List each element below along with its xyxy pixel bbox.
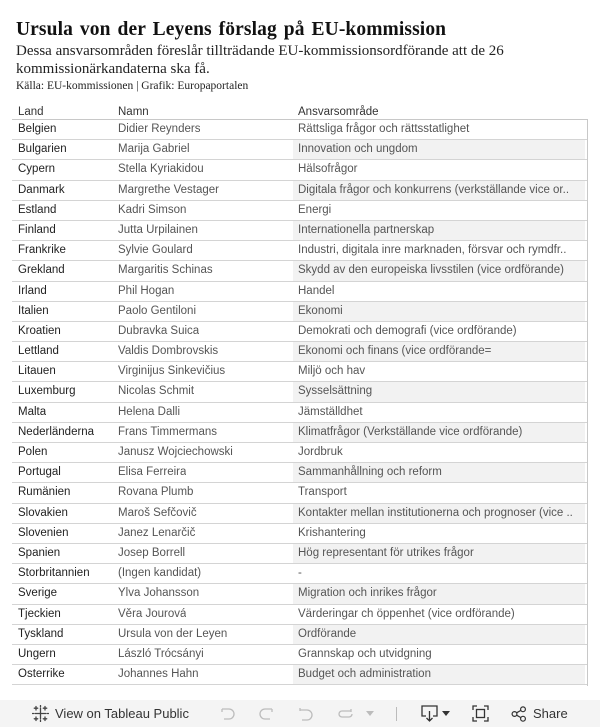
cell-land: Ungern	[18, 647, 56, 660]
download-button[interactable]	[421, 700, 450, 727]
table-row[interactable]	[12, 382, 588, 402]
column-header-namn[interactable]: Namn	[118, 106, 149, 118]
dropdown-caret-icon	[442, 711, 450, 717]
cell-namn: Marija Gabriel	[118, 143, 190, 156]
table-row[interactable]	[12, 403, 588, 423]
cell-ansvarsomrade: Demokrati och demografi (vice ordförande)	[298, 324, 517, 337]
column-header-ansvarsomrade[interactable]: Ansvarsområde	[298, 106, 379, 118]
table-row[interactable]	[12, 564, 588, 584]
cell-land: Tyskland	[18, 627, 64, 640]
table-body	[12, 119, 588, 685]
table-row[interactable]	[12, 665, 588, 685]
refresh-button[interactable]	[336, 700, 374, 727]
cell-namn: Sylvie Goulard	[118, 244, 193, 257]
cell-namn: Věra Jourová	[118, 607, 187, 620]
cell-namn: Johannes Hahn	[118, 668, 199, 681]
view-on-tableau-public-button[interactable]	[32, 700, 189, 727]
viz-header	[16, 19, 591, 93]
table-row[interactable]	[12, 201, 588, 221]
cell-land: Italien	[18, 304, 49, 317]
tableau-toolbar	[0, 700, 600, 727]
cell-ansvarsomrade: -	[298, 567, 302, 580]
cell-land: Kroatien	[18, 324, 61, 337]
cell-ansvarsomrade: Grannskap och utvidgning	[298, 647, 432, 660]
cell-namn: Stella Kyriakidou	[118, 163, 204, 176]
table-row[interactable]	[12, 140, 588, 160]
cell-ansvarsomrade: Skydd av den europeiska livsstilen (vice ordförande)	[293, 261, 585, 280]
share-icon	[511, 706, 527, 722]
table-row[interactable]	[12, 544, 588, 564]
cell-namn: Elisa Ferreira	[118, 466, 187, 479]
table-row[interactable]	[12, 362, 588, 382]
cell-land: Slovakien	[18, 506, 68, 519]
cell-ansvarsomrade: Internationella partnerskap	[293, 221, 585, 240]
fullscreen-button[interactable]	[472, 700, 489, 727]
cell-land: Portugal	[18, 466, 61, 479]
cell-ansvarsomrade: Energi	[298, 203, 332, 216]
cell-land: Spanien	[18, 546, 61, 559]
toolbar-divider	[396, 700, 397, 727]
cell-namn: Ursula von der Leyen	[118, 627, 228, 640]
cell-namn: Margaritis Schinas	[118, 264, 213, 277]
cell-ansvarsomrade: Transport	[298, 486, 347, 499]
table-row[interactable]	[12, 645, 588, 665]
cell-land: Nederländerna	[18, 425, 95, 438]
table-row[interactable]	[12, 524, 588, 544]
table-row[interactable]	[12, 483, 588, 503]
cell-land: Polen	[18, 446, 48, 458]
cell-namn: László Trócsányi	[118, 647, 204, 660]
cell-namn: Didier Reynders	[118, 123, 201, 135]
cell-ansvarsomrade: Ekonomi och finans (vice ordförande=	[293, 342, 585, 361]
revert-icon	[297, 706, 315, 722]
cell-namn: Jutta Urpilainen	[118, 223, 198, 236]
cell-land: Grekland	[18, 264, 65, 277]
cell-namn: Rovana Plumb	[118, 486, 194, 499]
cell-namn: Kadri Simson	[118, 203, 187, 216]
undo-button[interactable]	[218, 700, 236, 727]
cell-ansvarsomrade: Migration och inrikes frågor	[293, 584, 585, 603]
cell-land: Malta	[18, 405, 47, 418]
cell-land: Finland	[18, 223, 56, 236]
cell-namn: Dubravka Šuica	[118, 324, 200, 337]
cell-land: Luxemburg	[18, 385, 76, 398]
cell-namn: Janez Lenarčič	[118, 526, 196, 539]
cell-namn: Maroš Šefčovič	[118, 506, 197, 519]
table-row[interactable]	[12, 120, 588, 140]
redo-icon	[258, 706, 276, 722]
cell-ansvarsomrade: Jämställdhet	[298, 405, 363, 418]
page-subtitle: Dessa ansvarsområden föreslår tillträdande EU-kommissionsordförande att de 26 kommissionärkandaterna ska få.	[16, 43, 504, 77]
cell-ansvarsomrade: Jordbruk	[298, 446, 343, 458]
view-on-tableau-label: View on Tableau Public	[55, 706, 189, 721]
cell-ansvarsomrade: Sysselsättning	[293, 382, 585, 401]
cell-land: Rumänien	[18, 486, 71, 499]
cell-namn: Paolo Gentiloni	[118, 304, 196, 317]
cell-ansvarsomrade: Miljö och hav	[298, 365, 366, 378]
fullscreen-icon	[472, 705, 489, 722]
cell-ansvarsomrade: Industri, digitala inre marknaden, försvar och rymdfr..	[298, 244, 567, 257]
cell-land: Belgien	[18, 123, 57, 135]
cell-land: Cypern	[18, 163, 56, 176]
cell-ansvarsomrade: Kontakter mellan institutionerna och prognoser (vice ..	[293, 504, 585, 523]
commission-table	[12, 105, 588, 685]
cell-namn: Janusz Wojciechowski	[118, 446, 233, 458]
table-row[interactable]	[12, 605, 588, 625]
download-icon	[421, 705, 438, 723]
cell-land: Bulgarien	[18, 143, 67, 156]
table-row[interactable]	[12, 504, 588, 524]
cell-land: Slovenien	[18, 526, 69, 539]
cell-namn: Ylva Johansson	[118, 587, 200, 600]
table-row[interactable]	[12, 463, 588, 483]
cell-namn: Helena Dalli	[118, 405, 181, 418]
cell-ansvarsomrade: Rättsliga frågor och rättsstatlighet	[298, 123, 470, 135]
table-row[interactable]	[12, 282, 588, 302]
cell-ansvarsomrade: Budget och administration	[293, 665, 585, 684]
page-title: Ursula von der Leyens förslag på EU-kommission	[16, 19, 447, 40]
table-row[interactable]	[12, 584, 588, 604]
table-row[interactable]	[12, 423, 588, 443]
cell-ansvarsomrade: Klimatfrågor (Verkställande vice ordförande)	[293, 423, 585, 442]
table-row[interactable]	[12, 342, 588, 362]
cell-namn: (Ingen kandidat)	[118, 567, 202, 580]
table-row[interactable]	[12, 443, 588, 463]
cell-ansvarsomrade: Sammanhållning och reform	[293, 463, 585, 482]
cell-namn: Valdis Dombrovskis	[118, 345, 219, 358]
share-button[interactable]	[511, 700, 568, 727]
cell-land: Österrike	[18, 668, 65, 681]
cell-ansvarsomrade: Innovation och ungdom	[293, 140, 585, 159]
table-row[interactable]	[12, 221, 588, 241]
table-row[interactable]	[12, 322, 588, 342]
cell-ansvarsomrade: Hälsofrågor	[298, 163, 358, 176]
table-row[interactable]	[12, 241, 588, 261]
table-right-border	[587, 119, 588, 686]
tableau-logo-icon	[32, 705, 49, 722]
cell-ansvarsomrade: Hög representant för utrikes frågor	[293, 544, 585, 563]
cell-land: Irland	[18, 284, 47, 297]
cell-land: Estland	[18, 203, 57, 216]
cell-namn: Margrethe Vestager	[118, 183, 220, 196]
table-row[interactable]	[12, 181, 588, 201]
redo-button[interactable]	[258, 700, 276, 727]
cell-ansvarsomrade: Krishantering	[298, 526, 366, 539]
cell-ansvarsomrade: Digitala frågor och konkurrens (verkställande vice or..	[293, 181, 585, 200]
cell-namn: Nicolas Schmit	[118, 385, 195, 398]
cell-ansvarsomrade: Värderingar ch öppenhet (vice ordförande)	[298, 607, 515, 620]
cell-land: Sverige	[18, 587, 57, 600]
table-header	[12, 105, 588, 119]
table-row[interactable]	[12, 261, 588, 281]
refresh-icon	[336, 706, 356, 722]
cell-namn: Josep Borrell	[118, 546, 186, 559]
dropdown-caret-icon	[366, 711, 374, 717]
cell-ansvarsomrade: Handel	[298, 284, 335, 297]
table-row[interactable]	[12, 625, 588, 645]
cell-land: Frankrike	[18, 244, 66, 257]
cell-land: Danmark	[18, 183, 65, 196]
cell-ansvarsomrade: Ordförande	[293, 625, 585, 644]
cell-namn: Virginijus Sinkevičius	[118, 365, 226, 378]
cell-land: Lettland	[18, 345, 59, 358]
cell-namn: Phil Hogan	[118, 284, 175, 297]
cell-ansvarsomrade: Ekonomi	[293, 302, 585, 321]
source-caption: Källa: EU-kommissionen | Grafik: Europaportalen	[16, 80, 249, 92]
table-row[interactable]	[12, 160, 588, 180]
cell-namn: Frans Timmermans	[118, 425, 218, 438]
table-row[interactable]	[12, 302, 588, 322]
share-label: Share	[533, 706, 568, 721]
undo-icon	[218, 706, 236, 722]
cell-land: Litauen	[18, 365, 56, 378]
cell-land: Storbritannien	[18, 567, 90, 580]
cell-land: Tjeckien	[18, 607, 61, 620]
revert-button[interactable]	[297, 700, 315, 727]
column-header-land[interactable]: Land	[18, 106, 44, 118]
